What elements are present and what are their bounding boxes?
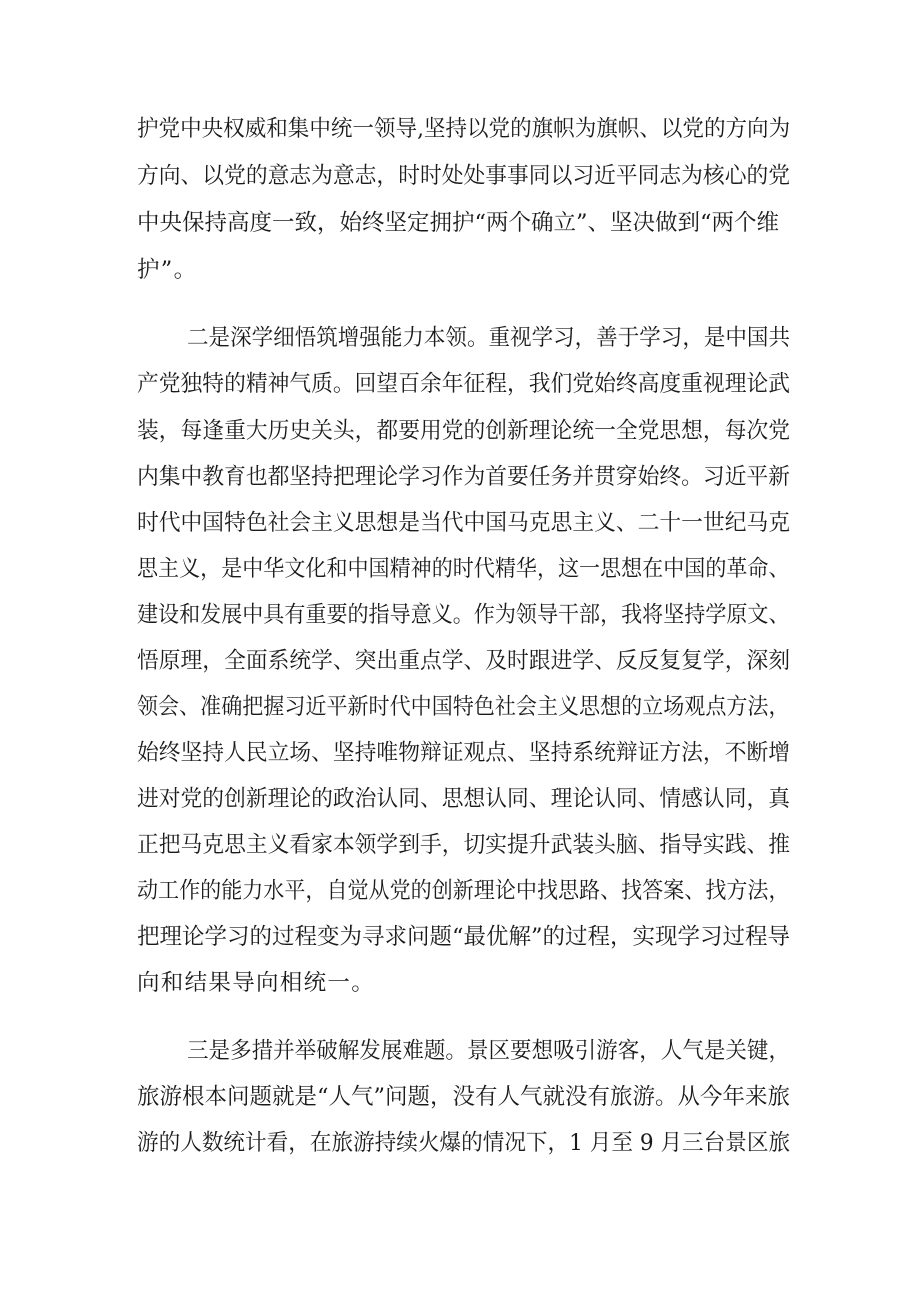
paragraph-2-line-12: 正把马克思主义看家本领学到手，切实提升武装头脑、指导实践、推 — [137, 832, 791, 858]
paragraph-2-line-10: 始终坚持人民立场、坚持唯物辩证观点、坚持系统辩证方法，不断增 — [137, 740, 791, 766]
paragraph-2-line-6: 思主义，是中华文化和中国精神的时代精华，这一思想在中国的革命、 — [137, 556, 790, 582]
paragraph-3-line-1: 三是多措并举破解发展难题。景区要想吸引游客，人气是关键， — [187, 1038, 791, 1064]
paragraph-1-line-4: 护”。 — [137, 257, 198, 283]
paragraph-2-line-5: 时代中国特色社会主义思想是当代中国马克思主义、二十一世纪马克 — [137, 510, 791, 536]
paragraph-2-line-9: 领会、准确把握习近平新时代中国特色社会主义思想的立场观点方法， — [137, 694, 790, 720]
paragraph-1-line-2: 方向、以党的意志为意志，时时处处事事同以习近平同志为核心的党 — [137, 163, 791, 189]
paragraph-3-line-3: 游的人数统计看，在旅游持续火爆的情况下，1 月至 9 月三台景区旅 — [137, 1130, 791, 1156]
paragraph-2-line-7: 建设和发展中具有重要的指导意义。作为领导干部，我将坚持学原文、 — [137, 602, 790, 628]
paragraph-2-line-2: 产党独特的精神气质。回望百余年征程，我们党始终高度重视理论武 — [137, 371, 791, 397]
paragraph-2-line-14: 把理论学习的过程变为寻求问题“最优解”的过程，实现学习过程导 — [137, 924, 791, 950]
paragraph-2-line-3: 装，每逢重大历史关头，都要用党的创新理论统一全党思想，每次党 — [137, 418, 791, 444]
paragraph-2-line-15: 向和结果导向相统一。 — [137, 970, 376, 996]
paragraph-2-line-8: 悟原理，全面系统学、突出重点学、及时跟进学、反反复复学，深刻 — [137, 648, 791, 674]
paragraph-2-line-13: 动工作的能力水平，自觉从党的创新理论中找思路、找答案、找方法， — [137, 878, 790, 904]
paragraph-1-line-3: 中央保持高度一致，始终坚定拥护“两个确立”、坚决做到“两个维 — [137, 210, 780, 236]
paragraph-2-line-4: 内集中教育也都坚持把理论学习作为首要任务并贯穿始终。习近平新 — [137, 464, 791, 490]
paragraph-3-line-2: 旅游根本问题就是“人气”问题，没有人气就没有旅游。从今年来旅 — [137, 1084, 791, 1110]
paragraph-1-line-1: 护党中央权威和集中统一领导,坚持以党的旗帜为旗帜、以党的方向为 — [137, 116, 791, 142]
paragraph-2-line-1: 二是深学细悟筑增强能力本领。重视学习，善于学习，是中国共 — [187, 325, 791, 351]
paragraph-2-line-11: 进对党的创新理论的政治认同、思想认同、理论认同、情感认同，真 — [137, 786, 791, 812]
